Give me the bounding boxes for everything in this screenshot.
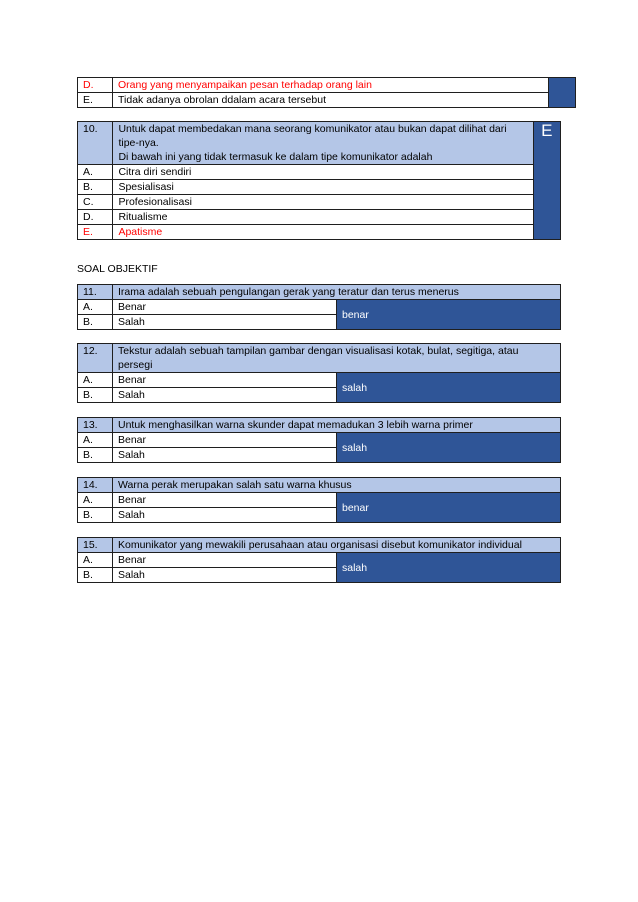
option-text: Benar xyxy=(113,433,337,448)
question-text: Warna perak merupakan salah satu warna khusus xyxy=(113,478,561,493)
question-row xyxy=(78,344,561,373)
question-number: 15. xyxy=(78,538,113,553)
option-letter: E. xyxy=(78,225,113,240)
option-letter: B. xyxy=(78,448,113,463)
option-letter: A. xyxy=(78,493,113,508)
option-letter: B. xyxy=(78,508,113,523)
question-15-table xyxy=(77,537,561,583)
option-row xyxy=(78,225,561,240)
question-11-table xyxy=(77,284,561,330)
answer-key: salah xyxy=(337,433,561,463)
question-number: 12. xyxy=(78,344,113,373)
option-letter: A. xyxy=(78,373,113,388)
question-9-options-table xyxy=(77,77,576,108)
option-text: Orang yang menyampaikan pesan terhadap orang lain xyxy=(113,78,549,93)
option-letter: D. xyxy=(78,210,113,225)
answer-cell xyxy=(549,78,576,108)
question-text: Komunikator yang mewakili perusahaan atau organisasi disebut komunikator individual xyxy=(113,538,561,553)
option-letter: B. xyxy=(78,568,113,583)
option-letter: B. xyxy=(78,388,113,403)
question-number: 14. xyxy=(78,478,113,493)
question-number: 13. xyxy=(78,418,113,433)
option-letter: A. xyxy=(78,553,113,568)
option-letter: C. xyxy=(78,195,113,210)
question-row xyxy=(78,122,561,165)
option-text: Benar xyxy=(113,300,337,315)
question-row xyxy=(78,285,561,300)
option-text: Spesialisasi xyxy=(113,180,533,195)
question-10-table xyxy=(77,121,561,240)
answer-key: benar xyxy=(337,493,561,523)
question-text xyxy=(113,122,533,165)
option-letter: A. xyxy=(78,300,113,315)
answer-key: E xyxy=(533,122,560,240)
question-row xyxy=(78,418,561,433)
option-row xyxy=(78,493,561,508)
option-text: Benar xyxy=(113,553,337,568)
option-row xyxy=(78,210,561,225)
section-title: SOAL OBJEKTIF xyxy=(77,263,158,275)
option-letter: A. xyxy=(78,433,113,448)
option-row xyxy=(78,180,561,195)
question-number: 11. xyxy=(78,285,113,300)
option-text: Salah xyxy=(113,508,337,523)
question-row xyxy=(78,478,561,493)
question-14-table xyxy=(77,477,561,523)
answer-key: salah xyxy=(337,373,561,403)
option-text: Apatisme xyxy=(113,225,533,240)
option-text: Benar xyxy=(113,373,337,388)
question-12-table xyxy=(77,343,561,403)
option-text: Citra diri sendiri xyxy=(113,165,533,180)
option-text: Salah xyxy=(113,448,337,463)
option-row xyxy=(78,78,576,93)
option-text: Salah xyxy=(113,568,337,583)
option-text: Profesionalisasi xyxy=(113,195,533,210)
option-text: Benar xyxy=(113,493,337,508)
option-row xyxy=(78,433,561,448)
question-line: Untuk dapat membedakan mana seorang komunikator atau bukan dapat dilihat dari xyxy=(118,123,507,135)
answer-key: salah xyxy=(337,553,561,583)
option-row xyxy=(78,195,561,210)
question-line: tipe-nya. xyxy=(118,137,159,149)
option-text: Tidak adanya obrolan ddalam acara tersebut xyxy=(113,93,549,108)
option-row xyxy=(78,373,561,388)
option-row xyxy=(78,553,561,568)
option-text: Salah xyxy=(113,388,337,403)
answer-key: benar xyxy=(337,300,561,330)
question-text: Untuk menghasilkan warna skunder dapat memadukan 3 lebih warna primer xyxy=(113,418,561,433)
question-13-table xyxy=(77,417,561,463)
question-number: 10. xyxy=(78,122,113,165)
question-line: Di bawah ini yang tidak termasuk ke dalam tipe komunikator adalah xyxy=(118,151,433,163)
option-row xyxy=(78,93,576,108)
option-letter: B. xyxy=(78,180,113,195)
option-text: Salah xyxy=(113,315,337,330)
question-text: Irama adalah sebuah pengulangan gerak yang teratur dan terus menerus xyxy=(113,285,561,300)
option-letter: D. xyxy=(78,78,113,93)
option-letter: B. xyxy=(78,315,113,330)
question-row xyxy=(78,538,561,553)
option-row xyxy=(78,165,561,180)
option-row xyxy=(78,300,561,315)
option-letter: E. xyxy=(78,93,113,108)
option-text: Ritualisme xyxy=(113,210,533,225)
question-text: Tekstur adalah sebuah tampilan gambar dengan visualisasi kotak, bulat, segitiga, atau persegi xyxy=(113,344,561,373)
option-letter: A. xyxy=(78,165,113,180)
